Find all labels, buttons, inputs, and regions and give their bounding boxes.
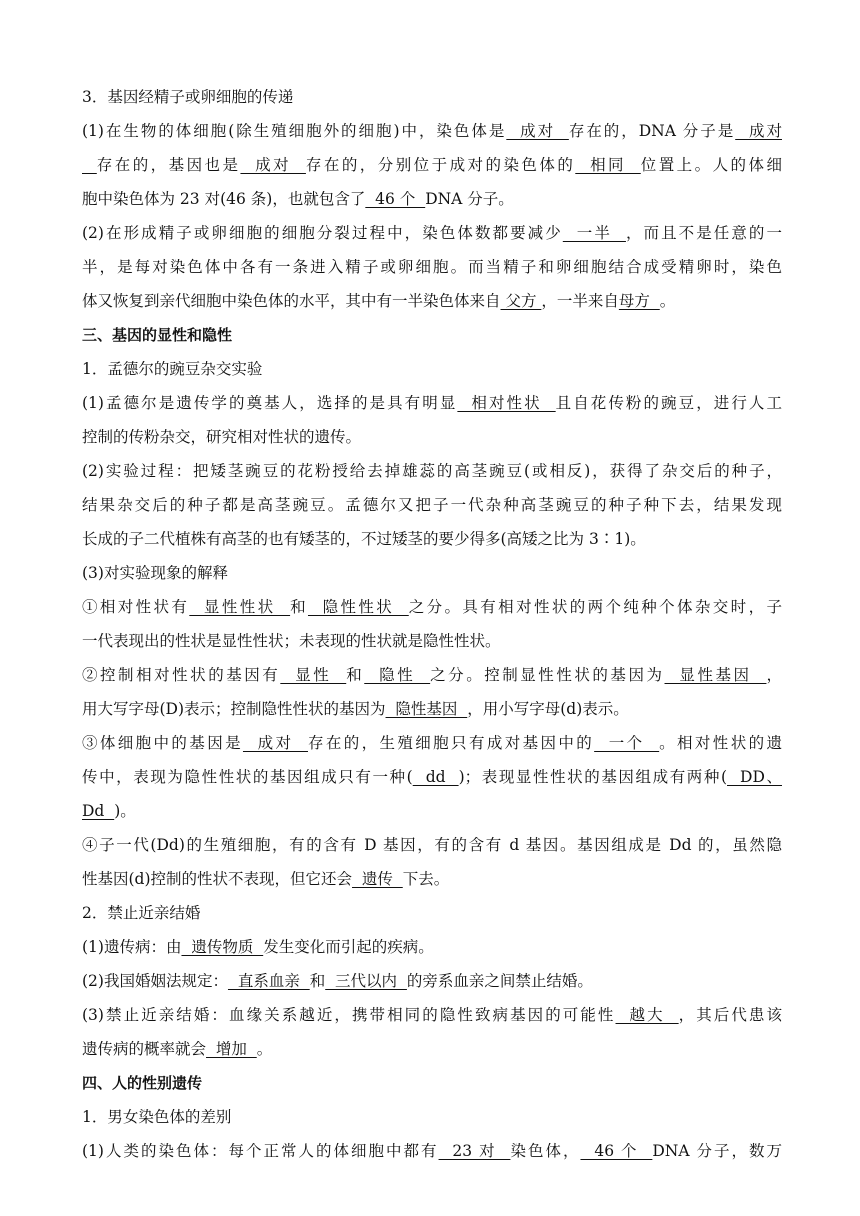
text-segment: 体又恢复到亲代细胞中染色体的水平，其中有一半染色体来自 xyxy=(82,292,501,310)
text-segment: )。 xyxy=(114,802,136,820)
text-segment: 和 xyxy=(290,598,308,616)
text-segment: 存在的，分别位于成对的染色体的 xyxy=(305,156,576,174)
text-line xyxy=(82,930,782,964)
text-segment: 胞中染色体为 23 对(46 条)，也就包含了 xyxy=(82,190,366,208)
text-segment: 用大写字母(D)表示；控制隐性性状的基因为 xyxy=(82,700,386,718)
text-segment: (1)孟德尔是遗传学的奠基人，选择的是具有明显 xyxy=(82,394,458,412)
text-line xyxy=(82,828,782,862)
text-segment: 和 xyxy=(346,666,365,684)
text-line xyxy=(82,1032,782,1066)
text-segment: ①相对性状有 xyxy=(82,598,190,616)
answer-blank: Dd xyxy=(82,802,115,820)
answer-blank: 成对 xyxy=(240,156,306,174)
text-line xyxy=(82,250,782,284)
text-line xyxy=(82,420,782,454)
text-segment: 。相对性状的遗 xyxy=(659,734,782,752)
answer-blank: 隐性基因 xyxy=(385,700,468,718)
text-segment: (1)人类的染色体：每个正常人的体细胞中都有 xyxy=(82,1142,439,1160)
text-line xyxy=(82,998,782,1032)
text-line xyxy=(82,148,782,182)
text-segment: 1．男女染色体的差别 xyxy=(82,1108,232,1126)
answer-blank: 成对 xyxy=(735,122,782,140)
text-segment: 染色体， xyxy=(510,1142,581,1160)
text-segment: 传中，表现为隐性性状的基因组成只有一种( xyxy=(82,768,413,786)
text-segment: 一代表现出的性状是显性性状；未表现的性状就是隐性性状。 xyxy=(82,632,501,650)
text-segment: (3)对实验现象的解释 xyxy=(82,564,228,582)
text-segment: 。 xyxy=(659,292,676,310)
text-segment: 三、基因的显性和隐性 xyxy=(82,326,233,344)
text-segment: ，一半来自 xyxy=(541,292,619,310)
text-line xyxy=(82,624,782,658)
text-segment: ，而且不是任意的一 xyxy=(625,224,782,242)
text-segment: 之分。控制显性性状的基因为 xyxy=(430,666,665,684)
text-segment: 存在的，生殖细胞只有成对基因中的 xyxy=(307,734,595,752)
text-segment: ②控制相对性状的基因有 xyxy=(82,666,281,684)
text-segment: 1．孟德尔的豌豆杂交实验 xyxy=(82,360,263,378)
answer-blank: 一个 xyxy=(594,734,660,752)
text-segment: ， xyxy=(766,666,782,684)
text-segment: (1)在生物的体细胞(除生殖细胞外的细胞)中，染色体是 xyxy=(82,122,507,140)
text-line xyxy=(82,488,782,522)
text-segment: 位置上。人的体细 xyxy=(640,156,782,174)
text-segment: 下去。 xyxy=(402,870,450,888)
answer-blank: 显性 xyxy=(280,666,347,684)
answer-blank: 相同 xyxy=(575,156,641,174)
answer-blank: 遗传物质 xyxy=(181,938,264,956)
text-segment: DNA 分子，数万 xyxy=(652,1142,782,1160)
text-segment: 四、人的性别遗传 xyxy=(82,1074,203,1092)
answer-blank: DD、 xyxy=(727,768,782,786)
text-line xyxy=(82,964,782,998)
answer-blank: 隐性性状 xyxy=(307,598,409,616)
text-segment: )；表现显性性状的基因组成有两种( xyxy=(458,768,728,786)
text-line xyxy=(82,794,782,828)
text-line xyxy=(82,216,782,250)
text-segment: 3．基因经精子或卵细胞的传递 xyxy=(82,88,294,106)
text-segment: 发生变化而引起的疾病。 xyxy=(263,938,434,956)
text-line xyxy=(82,386,782,420)
answer-blank: 三代以内 xyxy=(325,972,407,990)
answer-blank: 23 对 xyxy=(438,1142,511,1160)
text-segment: (2)实验过程：把矮茎豌豆的花粉授给去掉雄蕊的高茎豌豆(或相反)，获得了杂交后的种子， xyxy=(82,462,782,480)
subsection-heading xyxy=(82,896,782,930)
text-segment: 和 xyxy=(309,972,326,990)
text-segment: 存在的，DNA 分子是 xyxy=(568,122,736,140)
text-segment: 半，是每对染色体中各有一条进入精子或卵细胞。而当精子和卵细胞结合成受精卵时，染色 xyxy=(82,258,782,276)
answer-blank: 隐性 xyxy=(364,666,431,684)
subsection-heading xyxy=(82,80,782,114)
text-line xyxy=(82,284,782,318)
section-heading xyxy=(82,1066,782,1100)
text-line xyxy=(82,556,782,590)
text-segment: ③体细胞中的基因是 xyxy=(82,734,243,752)
text-line xyxy=(82,454,782,488)
text-segment: 之分。具有相对性状的两个纯种个体杂交时，子 xyxy=(408,598,782,616)
text-segment: 存在的，基因也是 xyxy=(96,156,241,174)
text-segment: (2)我国婚姻法规定： xyxy=(82,972,228,990)
subsection-heading xyxy=(82,352,782,386)
text-segment: 性基因(d)控制的性状不表现，但它还会 xyxy=(82,870,353,888)
text-segment: 长成的子二代植株有高茎的也有矮茎的，不过矮茎的要少得多(高矮之比为 3∶1)。 xyxy=(82,530,646,548)
text-line xyxy=(82,692,782,726)
text-segment: (3)禁止近亲结婚：血缘关系越近，携带相同的隐性致病基因的可能性 xyxy=(82,1006,616,1024)
text-line xyxy=(82,114,782,148)
text-segment: 。 xyxy=(256,1040,273,1058)
answer-blank: 成对 xyxy=(506,122,569,140)
text-line xyxy=(82,522,782,556)
answer-blank: 46 个 xyxy=(580,1142,653,1160)
answer-blank: 成对 xyxy=(242,734,308,752)
text-line xyxy=(82,590,782,624)
text-segment: DNA 分子。 xyxy=(425,190,514,208)
answer-blank: 遗传 xyxy=(352,870,403,888)
text-segment: 的旁系血亲之间禁止结婚。 xyxy=(406,972,593,990)
text-line xyxy=(82,726,782,760)
text-line xyxy=(82,862,782,896)
document-page xyxy=(82,80,782,1168)
text-segment: ④子一代(Dd)的生殖细胞，有的含有 D 基因，有的含有 d 基因。基因组成是 Dd 的，虽然隐 xyxy=(82,836,782,854)
section-heading xyxy=(82,318,782,352)
text-segment: (1)遗传病：由 xyxy=(82,938,182,956)
answer-blank: 父方 xyxy=(500,292,542,310)
text-line xyxy=(82,182,782,216)
text-segment: 遗传病的概率就会 xyxy=(82,1040,207,1058)
text-segment: (2)在形成精子或卵细胞的细胞分裂过程中，染色体数都要减少 xyxy=(82,224,563,242)
subsection-heading xyxy=(82,1100,782,1134)
text-segment: 结果杂交后的种子都是高茎豌豆。孟德尔又把子一代杂种高茎豌豆的种子种下去，结果发现 xyxy=(82,496,782,514)
answer-blank: 显性基因 xyxy=(664,666,767,684)
text-line xyxy=(82,658,782,692)
answer-blank: 越大 xyxy=(615,1006,679,1024)
answer-blank: 显性性状 xyxy=(189,598,291,616)
answer-blank: 直系血亲 xyxy=(227,972,310,990)
text-line xyxy=(82,760,782,794)
answer-blank: 增加 xyxy=(206,1040,257,1058)
text-segment: 且自花传粉的豌豆，进行人工 xyxy=(555,394,782,412)
answer-blank xyxy=(82,156,97,174)
text-segment: ，用小写字母(d)表示。 xyxy=(467,700,629,718)
answer-blank: 相对性状 xyxy=(457,394,556,412)
answer-blank: 母方 xyxy=(618,292,660,310)
text-segment: ，其后代患该 xyxy=(678,1006,782,1024)
answer-blank: dd xyxy=(412,768,459,786)
text-segment: 控制的传粉杂交，研究相对性状的遗传。 xyxy=(82,428,362,446)
text-line xyxy=(82,1134,782,1168)
answer-blank: 一半 xyxy=(562,224,626,242)
answer-blank: 46 个 xyxy=(365,190,426,208)
text-segment: 2．禁止近亲结婚 xyxy=(82,904,201,922)
